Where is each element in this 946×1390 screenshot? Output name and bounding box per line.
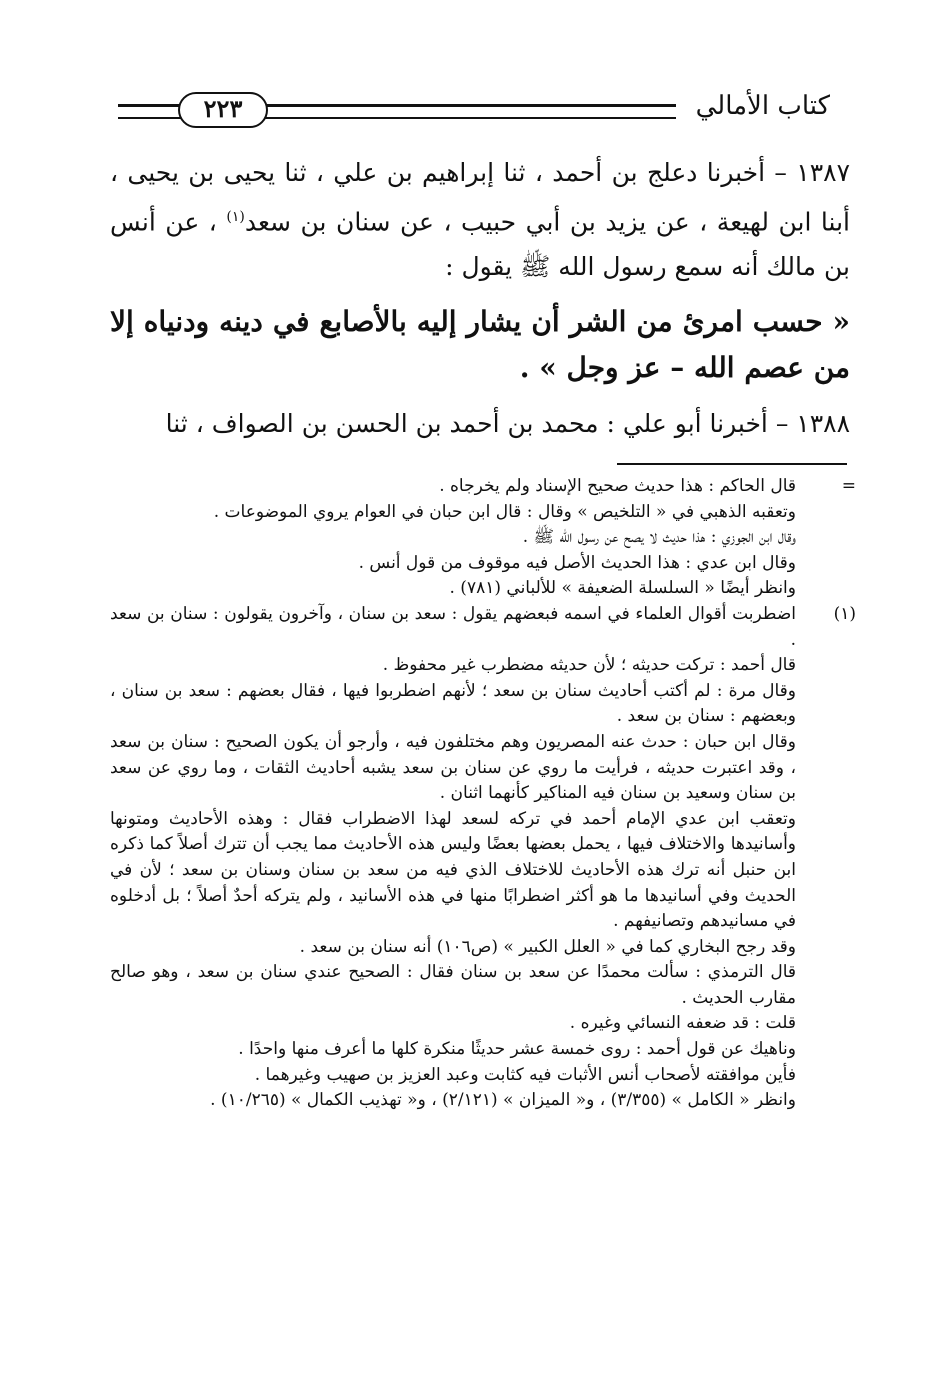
footnote-ref-1: (١) xyxy=(226,209,245,225)
footnote-line: وانظر أيضًا « السلسلة الضعيفة » للألباني (٧٨١) . xyxy=(449,578,796,599)
footnote-1 xyxy=(110,602,856,1114)
footnote-line: وقال مرة : لم أكتب أحاديث سنان بن سعد ؛ لأنهم اضطربوا فيها ، فقال بعضهم : سعد بن سنان ، وبعضهم : سنان بن سعد . xyxy=(110,680,796,727)
footnote-line: وانظر « الكامل » (٣/٣٥٥) ، و« الميزان » (٢/١٢١) ، و« تهذيب الكمال » (١٠/٢٦٥) . xyxy=(210,1090,796,1111)
footnotes xyxy=(110,474,856,1114)
footnote-line: وقد رجح البخاري كما في « العلل الكبير » (ص١٠٦) أنه سنان بن سعد . xyxy=(299,936,796,957)
footnote-1-mark: (١) xyxy=(833,603,856,624)
hadith-1387-chain xyxy=(110,150,850,289)
footnote-line: وقال ابن عدي : هذا الحديث الأصل فيه موقوف من قول أنس . xyxy=(358,552,796,573)
header-rule-left xyxy=(118,104,184,119)
footnote-line: فأين موافقته لأصحاب أنس الأثبات فيه كثابت وعبد العزيز بن صهيب وغيرهما . xyxy=(254,1064,796,1085)
footnote-continuation xyxy=(110,474,856,602)
book-title: كتاب الأمالي xyxy=(695,91,830,121)
footnote-line: قال الترمذي : سألت محمدًا عن سعد بن سنان فقال : الصحيح عندي سنان بن سعد ، وهو صالح مقارب الحديث . xyxy=(110,962,796,1008)
hadith-1388-chain: ١٣٨٨ – أخبرنا أبو علي : محمد بن أحمد بن الحسن بن الصواف ، ثنا xyxy=(165,409,850,439)
main-text xyxy=(110,150,850,446)
footnote-line: اضطربت أقوال العلماء في اسمه فبعضهم يقول : سعد بن سنان ، وآخرون يقولون : سنان بن سعد . xyxy=(110,603,796,650)
hadith-1387-text: ١٣٨٧ – أخبرنا دعلج بن أحمد ، ثنا إبراهيم بن علي ، ثنا يحيى بن يحيى ، أبنا ابن لهيعة ، عن يزيد بن أبي حبيب ، عن سنان بن سعد xyxy=(110,158,850,237)
footnote-line: قال الحاكم : هذا حديث صحيح الإسناد ولم يخرجاه . xyxy=(439,476,796,496)
running-header xyxy=(112,86,830,132)
hadith-1387-text-end: ، عن أنس بن مالك أنه سمع رسول الله ﷺ يقول : xyxy=(110,207,850,282)
footnote-line: قال أحمد : تركت حديثه ؛ لأن حديثه مضطرب غير محفوظ . xyxy=(382,655,796,676)
page-number: ٢٢٣ xyxy=(178,92,268,128)
footnote-line: وناهيك عن قول أحمد : روى خمسة عشر حديثًا منكرة كلها ما أعرف منها واحدًا . xyxy=(238,1039,796,1060)
hadith-1387-matn: « حسب امرئ من الشر أن يشار إليه بالأصابع في دينه ودنياه إلا من عصم الله – عز وجل » . xyxy=(110,305,850,385)
footnote-line: وتعقبه الذهبي في « التلخيص » وقال : قال ابن حبان في العوام يروي الموضوعات . xyxy=(213,501,796,522)
footnote-divider xyxy=(617,463,847,465)
header-rule-middle xyxy=(262,104,676,119)
footnote-line: وقال ابن الجوزي : هذا حديث لا يصح عن رسول الله ﷺ . xyxy=(522,527,796,548)
footnote-line: وقال ابن حبان : حدث عنه المصريون وهم مختلفون فيه ، وأرجو أن يكون الصحيح : سنان بن سعد ، وقد اعتبرت حديثه ، فرأيت ما روي عن سنان بن سعد يشبه أحاديث الثقات ، وما روي عن سعد بن سنان وسعيد بن سنان فيه المناكير كأنهما اثنان . xyxy=(110,731,796,804)
continuation-mark: = xyxy=(841,476,856,496)
footnote-line: وتعقب ابن عدي الإمام أحمد في تركه لسعد لهذا الاضطراب فقال : وهذه الأحاديث ومتونها وأسانيدها والاختلاف فيها ، يحمل بعضها بعضًا وليس هذه الأحاديث مما يجب أن تترك أصلاً كما ذكره ابن حنبل أنه ترك هذه الأحاديث للاختلاف الذي فيه من سعد بن سنان وسنان بن سعد ؛ لأن في الحديث وفي أسانيدها ما هو أكثر اضطرابًا منها في هذه الأسانيد ، ولم يتركه أحدٌ أصلاً ؛ بل أدخلوه في مسانيدهم وتصانيفهم . xyxy=(110,808,796,932)
footnote-line: قلت : قد ضعفه النسائي وغيره . xyxy=(569,1013,796,1034)
